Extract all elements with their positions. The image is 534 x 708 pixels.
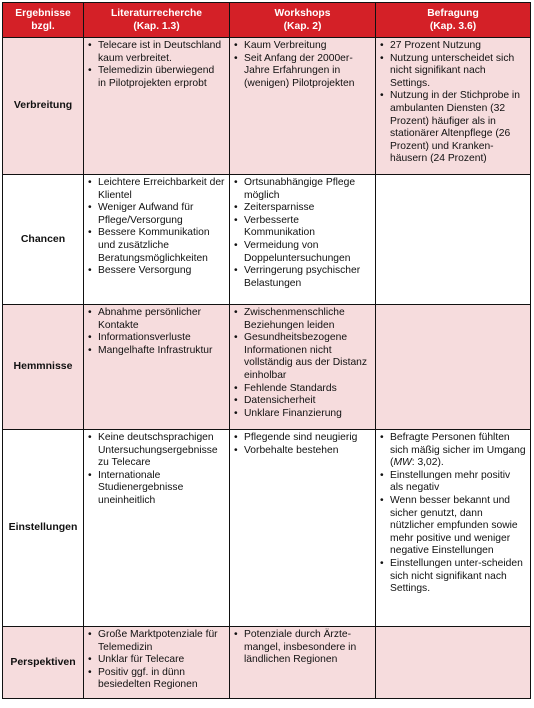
header-literature: Literaturrecherche (Kap. 1.3): [84, 3, 230, 38]
list-item: • Kaum Verbreitung: [234, 40, 371, 53]
list-item: • Vermeidung von Doppeluntersuchungen: [234, 240, 371, 265]
list-item: • Pflegende sind neugierig: [234, 432, 371, 445]
list-item: • Einstellungen unter-scheiden sich nicht signifikant nach Settings.: [380, 558, 526, 596]
cell-survey: [376, 430, 531, 627]
cell-workshops: [230, 430, 376, 627]
list-item: • Seit Anfang der 2000er-Jahre Erfahrungen in (wenigen) Pilotprojekten: [234, 53, 371, 91]
list-item: • Nutzung in der Stichprobe in ambulanten Diensten (32 Prozent) häufiger als in stationärer Altenpflege (26 Prozent) und Kranken-häusern (24 Prozent): [380, 90, 526, 166]
list-item: • Bessere Versorgung: [88, 265, 225, 278]
header-row: [3, 3, 531, 38]
list-item: • Vorbehalte bestehen: [234, 445, 371, 458]
list-item: • Unklar für Telecare: [88, 654, 225, 667]
results-table-container: [2, 2, 531, 699]
list-item: • Befragte Personen fühlten sich mäßig sicher im Umgang (MW: 3,02).: [380, 432, 526, 470]
header-results: Ergebnisse bzgl.: [3, 3, 84, 38]
list-item: • Keine deutschsprachigen Untersuchungsergebnisse zu Telecare: [88, 432, 225, 470]
results-table: [2, 2, 531, 699]
list-item: • Abnahme persönlicher Kontakte: [88, 307, 225, 332]
cell-workshops: [230, 175, 376, 305]
list-item: • Verringerung psychischer Belastungen: [234, 265, 371, 290]
cell-survey: [376, 38, 531, 175]
row-label: Einstellungen: [3, 430, 84, 627]
row-chancen: [3, 175, 531, 305]
row-label: Perspektiven: [3, 627, 84, 699]
cell-workshops: [230, 627, 376, 699]
row-label: Verbreitung: [3, 38, 84, 175]
list-item: • Ortsunabhängige Pflege möglich: [234, 177, 371, 202]
list-item: • Mangelhafte Infrastruktur: [88, 345, 225, 358]
list-item: • Gesundheitsbezogene Informationen nicht vollständig aus der Distanz einholbar: [234, 332, 371, 382]
list-item: • Datensicherheit: [234, 395, 371, 408]
row-perspektiven: [3, 627, 531, 699]
row-verbreitung: [3, 38, 531, 175]
list-item: • Bessere Kommunikation und zusätzliche Beratungsmöglichkeiten: [88, 227, 225, 265]
list-item: • Wenn besser bekannt und sicher genutzt, dann nützlicher empfunden sowie mehr positive und weniger negative Einstellungen: [380, 495, 526, 558]
list-item: • Informationsverluste: [88, 332, 225, 345]
list-item: • Telecare ist in Deutschland kaum verbreitet.: [88, 40, 225, 65]
list-item: • Telemedizin überwiegend in Pilotprojekten erprobt: [88, 65, 225, 90]
cell-workshops: [230, 38, 376, 175]
list-item: • Positiv ggf. in dünn besiedelten Regionen: [88, 667, 225, 692]
row-hemmnisse: [3, 305, 531, 430]
cell-survey: [376, 627, 531, 699]
cell-literature: [84, 38, 230, 175]
list-item: • Zwischenmenschliche Beziehungen leiden: [234, 307, 371, 332]
list-item: • Verbesserte Kommunikation: [234, 215, 371, 240]
list-item: • Unklare Finanzierung: [234, 408, 371, 421]
list-item: • Potenziale durch Ärzte-mangel, insbesondere in ländlichen Regionen: [234, 629, 371, 667]
header-survey: Befragung (Kap. 3.6): [376, 3, 531, 38]
cell-literature: [84, 175, 230, 305]
list-item: • Zeitersparnisse: [234, 202, 371, 215]
cell-literature: [84, 305, 230, 430]
cell-survey: [376, 175, 531, 305]
cell-workshops: [230, 305, 376, 430]
cell-survey: [376, 305, 531, 430]
row-label: Chancen: [3, 175, 84, 305]
list-item: • Einstellungen mehr positiv als negativ: [380, 470, 526, 495]
cell-literature: [84, 430, 230, 627]
list-item: • Internationale Studienergebnisse uneinheitlich: [88, 470, 225, 508]
list-item: • Große Marktpotenziale für Telemedizin: [88, 629, 225, 654]
row-label: Hemmnisse: [3, 305, 84, 430]
row-einstellungen: [3, 430, 531, 627]
cell-literature: [84, 627, 230, 699]
list-item: • Fehlende Standards: [234, 383, 371, 396]
header-workshops: Workshops (Kap. 2): [230, 3, 376, 38]
list-item: • Nutzung unterscheidet sich nicht signifikant nach Settings.: [380, 53, 526, 91]
list-item: • 27 Prozent Nutzung: [380, 40, 526, 53]
list-item: • Weniger Aufwand für Pflege/Versorgung: [88, 202, 225, 227]
list-item: • Leichtere Erreichbarkeit der Klientel: [88, 177, 225, 202]
